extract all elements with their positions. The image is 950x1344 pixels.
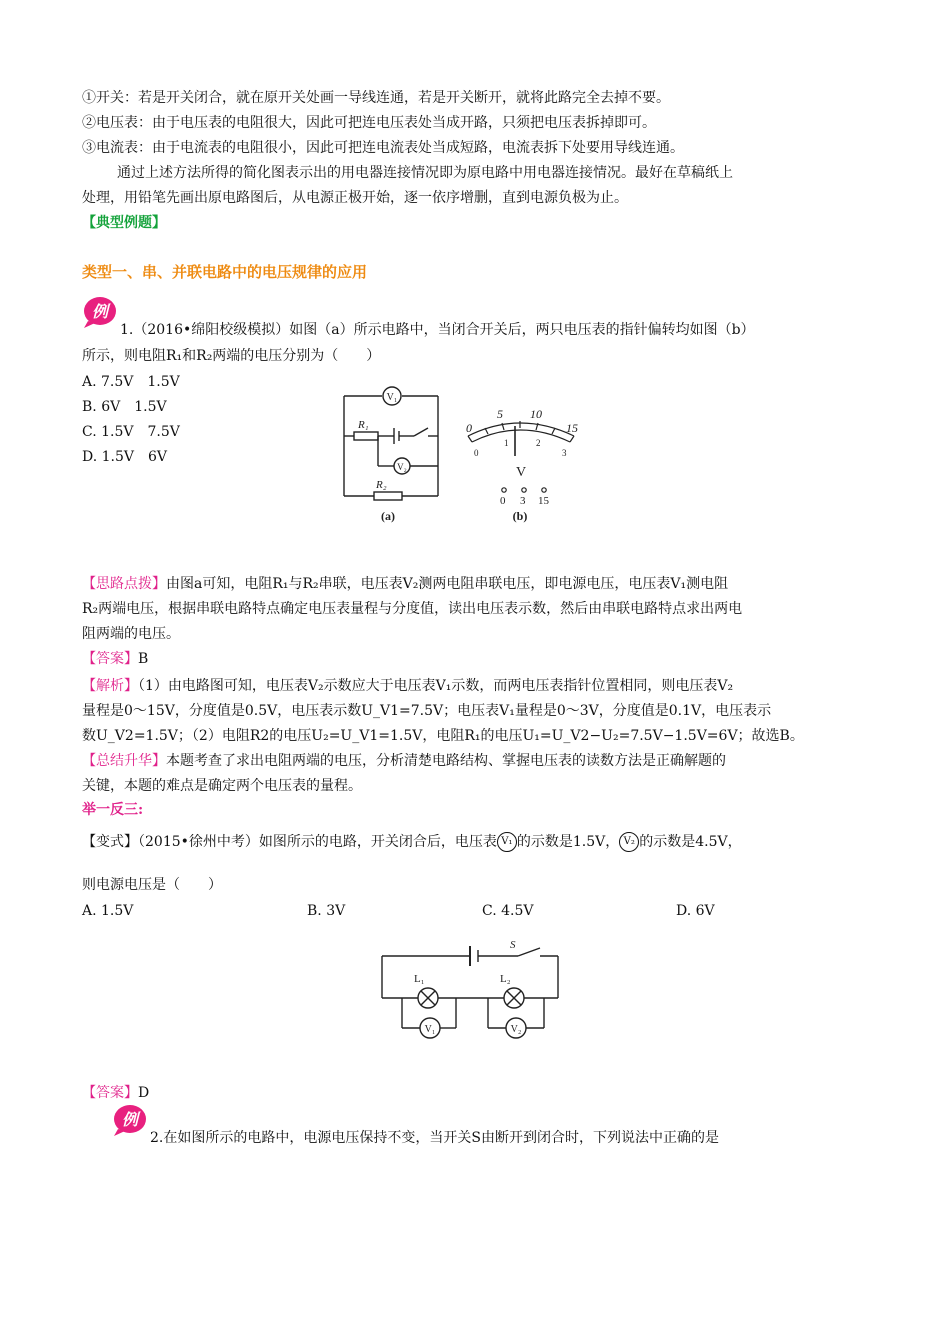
variant-text-b: 的示数是1.5V， (516, 834, 620, 850)
fig-a-v1-label: V₁ (386, 392, 398, 403)
example-badge-1 (82, 295, 118, 327)
summary-line-2: 关键，本题的难点是确定两个电压表的量程。 (82, 778, 362, 794)
analysis-line-2: 量程是0～15V，分度值是0.5V，电压表示数U_V1=7.5V；电压表V₁量程是0～3V，分度值是0.1V，电压表示 (82, 703, 772, 719)
fig-b-sub-0: 0 (474, 448, 479, 458)
variant-fig-switch-label: S (510, 939, 516, 951)
variant-circuit-figure (378, 936, 568, 1046)
q1-option-d: D. 1.5V 6V (82, 449, 168, 465)
analysis-tag: 【解析】 (82, 678, 138, 694)
fig-b-scale-5: 5 (497, 407, 503, 421)
type-heading: 类型一、串、并联电路中的电压规律的应用 (82, 263, 368, 281)
hint-text-1: 由图a可知，电阻R₁与R₂串联，电压表V₂测两电阻串联电压，即电源电压，电压表V₁测电阻 (166, 576, 729, 592)
answer-2-tag: 【答案】 (82, 1085, 138, 1101)
intro-line-5: 处理，用铅笔先画出原电路图后，从电源正极开始，逐一依序增删，直到电源负极为止。 (82, 190, 628, 206)
fig-b-sub-3: 3 (562, 448, 567, 458)
fig-a-caption: (a) (381, 509, 395, 523)
fig-a-r1-label: R₁ (358, 419, 369, 431)
intro-line-3: ③电流表：由于电流表的电阻很小，因此可把连电流表处当成短路，电流表拆下处要用导线连通。 (82, 140, 684, 156)
analysis-text-1: （1）由电路图可知，电压表V₂示数应大于电压表V₁示数，而两电压表指针位置相同，则电压表V₂ (138, 678, 734, 694)
fig-b-sub-1: 1 (504, 438, 509, 448)
figure-a-circuit (336, 378, 476, 528)
section-heading: 【典型例题】 (82, 215, 166, 231)
answer-1-tag: 【答案】 (82, 651, 138, 667)
fig-b-terminal-15: 15 (538, 495, 549, 507)
fig-b-scale-15: 15 (566, 421, 578, 435)
voltmeter-v2-icon: V₂ (619, 832, 639, 852)
variant-tag: 【变式】 (82, 834, 138, 850)
practice-heading: 举一反三: (82, 802, 144, 818)
figure-b-voltmeter (458, 400, 588, 528)
summary-tag: 【总结升华】 (82, 753, 166, 769)
intro-line-4: 通过上述方法所得的简化图表示出的用电器连接情况即为原电路中用电器连接情况。最好在草稿纸上 (117, 165, 733, 181)
fig-b-terminal-0: 0 (500, 495, 506, 507)
variant-fig-l1-label: L₁ (414, 973, 425, 985)
intro-line-1: ①开关：若是开关闭合，就在原开关处画一导线连通，若是开关断开，就将此路完全去掉不要。 (82, 90, 670, 106)
fig-b-scale-0: 0 (466, 421, 472, 435)
variant-text-c: 的示数是4.5V， (639, 834, 742, 850)
voltmeter-v1-icon: V₁ (497, 832, 517, 852)
q1-option-c: C. 1.5V 7.5V (82, 424, 180, 440)
fig-b-scale-10: 10 (530, 407, 542, 421)
fig-b-terminal-3: 3 (520, 495, 526, 507)
summary-line-1 (82, 751, 726, 771)
variant-line-1 (82, 830, 742, 854)
variant-option-c: C. 4.5V (482, 903, 534, 919)
answer-1-value: B (138, 651, 149, 667)
fig-b-unit: V (516, 465, 527, 480)
q1-option-b: B. 6V 1.5V (82, 399, 167, 415)
summary-text-1: 本题考查了求出电阻两端的电压，分析清楚电路结构、掌握电压表的读数方法是正确解题的 (166, 753, 726, 769)
hint-line-2: R₂两端电压，根据串联电路特点确定电压表量程与分度值，读出电压表示数，然后由串联电路特点求出两电 (82, 601, 743, 617)
q1-option-a: A. 7.5V 1.5V (82, 374, 180, 390)
intro-line-2: ②电压表：由于电压表的电阻很大，因此可把连电压表处当成开路，只须把电压表拆掉即可。 (82, 115, 656, 131)
answer-1 (82, 649, 148, 669)
variant-fig-v2-label: V₂ (510, 1024, 522, 1035)
q2-text: 2.在如图所示的电路中，电源电压保持不变，当开关S由断开到闭合时，下列说法中正确的是 (150, 1130, 719, 1146)
fig-a-r2-label: R₂ (376, 479, 387, 491)
example-badge-2 (112, 1103, 148, 1135)
variant-fig-l2-label: L₂ (500, 973, 511, 985)
variant-option-b: B. 3V (307, 903, 346, 919)
hint-line-1 (82, 574, 728, 594)
hint-line-3: 阻两端的电压。 (82, 626, 180, 642)
example-badge-1-text: 例 (91, 304, 109, 321)
answer-2-value: D (138, 1085, 150, 1101)
variant-fig-v1-label: V₁ (424, 1024, 436, 1035)
variant-line-2: 则电源电压是（ ） (82, 877, 222, 893)
variant-option-a: A. 1.5V (82, 903, 134, 919)
analysis-line-3: 数U_V2=1.5V；（2）电阻R2的电压U₂=U_V1=1.5V，电阻R₁的电压U₁=U_V2−U₂=7.5V−1.5V=6V；故选B。 (82, 728, 804, 744)
answer-2 (82, 1083, 149, 1103)
hint-tag: 【思路点拨】 (82, 576, 166, 592)
analysis-line-1 (82, 676, 733, 696)
fig-b-caption: (b) (512, 509, 528, 523)
q1-line-2: 所示，则电阻R₁和R₂两端的电压分别为（ ） (82, 348, 381, 364)
fig-a-v2-label: V₂ (397, 462, 407, 472)
fig-b-sub-2: 2 (536, 438, 541, 448)
q1-line-1: 1.（2016•绵阳校级模拟）如图（a）所示电路中，当闭合开关后，两只电压表的指针偏转均如图（b） (120, 322, 755, 338)
example-badge-2-text: 例 (121, 1112, 139, 1129)
variant-text-a: （2015•徐州中考）如图所示的电路，开关闭合后，电压表 (138, 834, 497, 850)
variant-option-d: D. 6V (676, 903, 715, 919)
